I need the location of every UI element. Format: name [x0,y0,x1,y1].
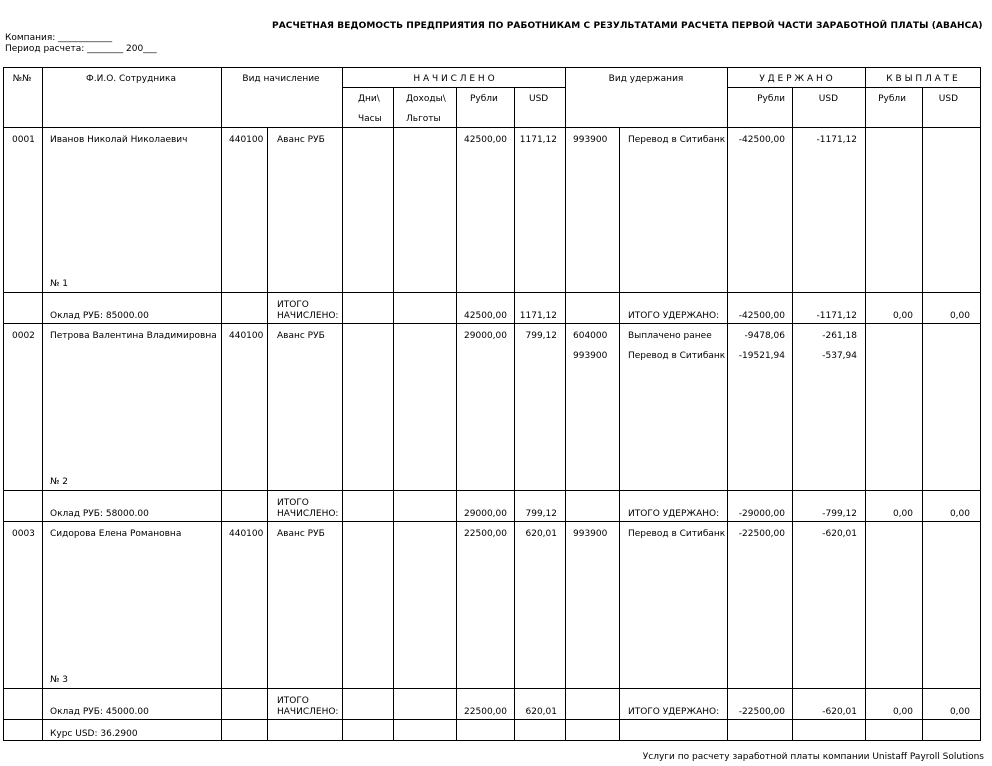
employee-id: 0001 [12,135,35,145]
header-income: Доходы\ [406,94,446,104]
accrued-usd: 1171,12 [519,135,557,145]
employee-subtotal-rule [3,490,981,491]
employee-salary: Оклад РУБ: 58000.00 [50,509,149,519]
header-bottom-rule [3,127,981,128]
total-accrued-label: ИТОГО [277,300,309,310]
total-accrued-usd: 620,01 [525,707,557,717]
accrued-rub: 29000,00 [464,331,507,341]
total-withheld-label: ИТОГО УДЕРЖАНО: [628,311,720,321]
total-accrued-label: ИТОГО [277,696,309,706]
employee-block-bottom-rule [3,323,981,324]
report-title: РАСЧЕТНАЯ ВЕДОМОСТЬ ПРЕДПРИЯТИЯ ПО РАБОТНИКАМ С РЕЗУЛЬТАТАМИ РАСЧЕТА ПЕРВОЙ ЧАСТИ ЗАРАБОТНОЙ ПЛАТЫ (АВАНСА) [272,21,983,31]
company-label: Компания: ____________ [5,33,113,43]
column-rule [727,67,728,741]
header-hours: Часы [358,114,382,124]
accrual-type: Аванс РУБ [277,331,325,341]
header-usd: USD [529,94,549,104]
employee-subtotal-rule [3,688,981,689]
header-payout-usd: USD [938,94,958,104]
employee-name: Петрова Валентина Владимировна [50,331,217,341]
total-accrued-label: НАЧИСЛЕНО: [277,707,339,717]
header-payout: К В Ы П Л А Т Е [886,74,958,84]
column-rule [565,67,566,741]
deduction-rub: -42500,00 [738,135,785,145]
employee-no: № 2 [50,477,68,487]
accrued-rub: 22500,00 [464,529,507,539]
column-rule [221,67,222,741]
payout-rub: 0,00 [892,311,913,321]
deduction-code: 604000 [573,331,608,341]
total-accrued-label: НАЧИСЛЕНО: [277,509,339,519]
payout-rub: 0,00 [892,707,913,717]
exchange-rate: Курс USD: 36.2900 [50,729,138,739]
header-name: Ф.И.О. Сотрудника [86,74,176,84]
table-left-border [3,67,4,741]
deduction-usd: -1171,12 [816,135,857,145]
table-top-border [3,67,981,68]
column-rule [619,127,620,741]
header-withheld-usd: USD [818,94,838,104]
deduction-name: Перевод в Ситибанк [628,351,726,361]
total-accrued-rub: 22500,00 [464,707,507,717]
total-accrued-usd: 799,12 [525,509,557,519]
total-withheld-usd: -1171,12 [816,311,857,321]
employee-name: Иванов Николай Николаевич [50,135,188,145]
column-rule [42,67,43,741]
payout-usd: 0,00 [949,509,970,519]
header-num: №№ [12,74,32,84]
deduction-name: Выплачено ранее [628,331,712,341]
deduction-rub: -22500,00 [738,529,785,539]
accrued-subheader-rule [342,87,566,88]
accrual-code: 440100 [229,529,264,539]
employee-salary: Оклад РУБ: 45000.00 [50,707,149,717]
accrual-code: 440100 [229,331,264,341]
deduction-code: 993900 [573,529,608,539]
header-accrued: Н А Ч И С Л Е Н О [413,74,495,84]
total-accrued-label: ИТОГО [277,498,309,508]
deduction-name: Перевод в Ситибанк [628,135,726,145]
deduction-usd: -620,01 [822,529,857,539]
footer-note: Услуги по расчету заработной платы компании Unistaff Payroll Solutions [642,752,984,762]
deduction-code: 993900 [573,351,608,361]
employee-id: 0002 [12,331,35,341]
deduction-rub: -19521,94 [738,351,785,361]
accrual-code: 440100 [229,135,264,145]
total-withheld-label: ИТОГО УДЕРЖАНО: [628,707,720,717]
column-rule [865,67,866,741]
payout-rub: 0,00 [892,509,913,519]
header-deduction-type: Вид удержания [608,74,684,84]
employee-salary: Оклад РУБ: 85000.00 [50,311,149,321]
header-days: Дни\ [358,94,380,104]
header-payout-rub: Рубли [878,94,906,104]
withheld-subheader-rule [727,87,981,88]
header-accrual-type: Вид начисление [242,74,320,84]
column-rule [922,87,923,741]
accrual-type: Аванс РУБ [277,135,325,145]
deduction-name: Перевод в Ситибанк [628,529,726,539]
total-accrued-rub: 42500,00 [464,311,507,321]
employee-block-bottom-rule [3,719,981,720]
deduction-code: 993900 [573,135,608,145]
total-accrued-label: НАЧИСЛЕНО: [277,311,339,321]
accrued-usd: 799,12 [525,331,557,341]
period-label: Период расчета: ________ 200___ [5,44,157,54]
total-withheld-usd: -799,12 [822,509,857,519]
deduction-rub: -9478,06 [744,331,785,341]
employee-no: № 3 [50,675,68,685]
header-withheld: У Д Е Р Ж А Н О [759,74,833,84]
total-accrued-rub: 29000,00 [464,509,507,519]
table-right-border [980,67,981,741]
employee-id: 0003 [12,529,35,539]
header-withheld-rub: Рубли [757,94,785,104]
employee-no: № 1 [50,279,68,289]
column-rule [393,87,394,741]
deduction-usd: -261,18 [822,331,857,341]
accrual-type: Аванс РУБ [277,529,325,539]
column-rule [342,67,343,741]
table-bottom-border [3,740,981,741]
deduction-usd: -537,94 [822,351,857,361]
accrued-rub: 42500,00 [464,135,507,145]
column-rule [514,87,515,741]
accrued-usd: 620,01 [525,529,557,539]
column-rule [792,87,793,741]
employee-block-bottom-rule [3,521,981,522]
payout-usd: 0,00 [949,311,970,321]
column-rule [267,127,268,741]
payout-usd: 0,00 [949,707,970,717]
total-withheld-rub: -29000,00 [738,509,785,519]
total-withheld-rub: -22500,00 [738,707,785,717]
column-rule [456,87,457,741]
total-withheld-label: ИТОГО УДЕРЖАНО: [628,509,720,519]
employee-subtotal-rule [3,292,981,293]
total-withheld-usd: -620,01 [822,707,857,717]
header-benefits: Льготы [406,114,441,124]
header-rub: Рубли [470,94,498,104]
total-withheld-rub: -42500,00 [738,311,785,321]
employee-name: Сидорова Елена Романовна [50,529,182,539]
total-accrued-usd: 1171,12 [519,311,557,321]
